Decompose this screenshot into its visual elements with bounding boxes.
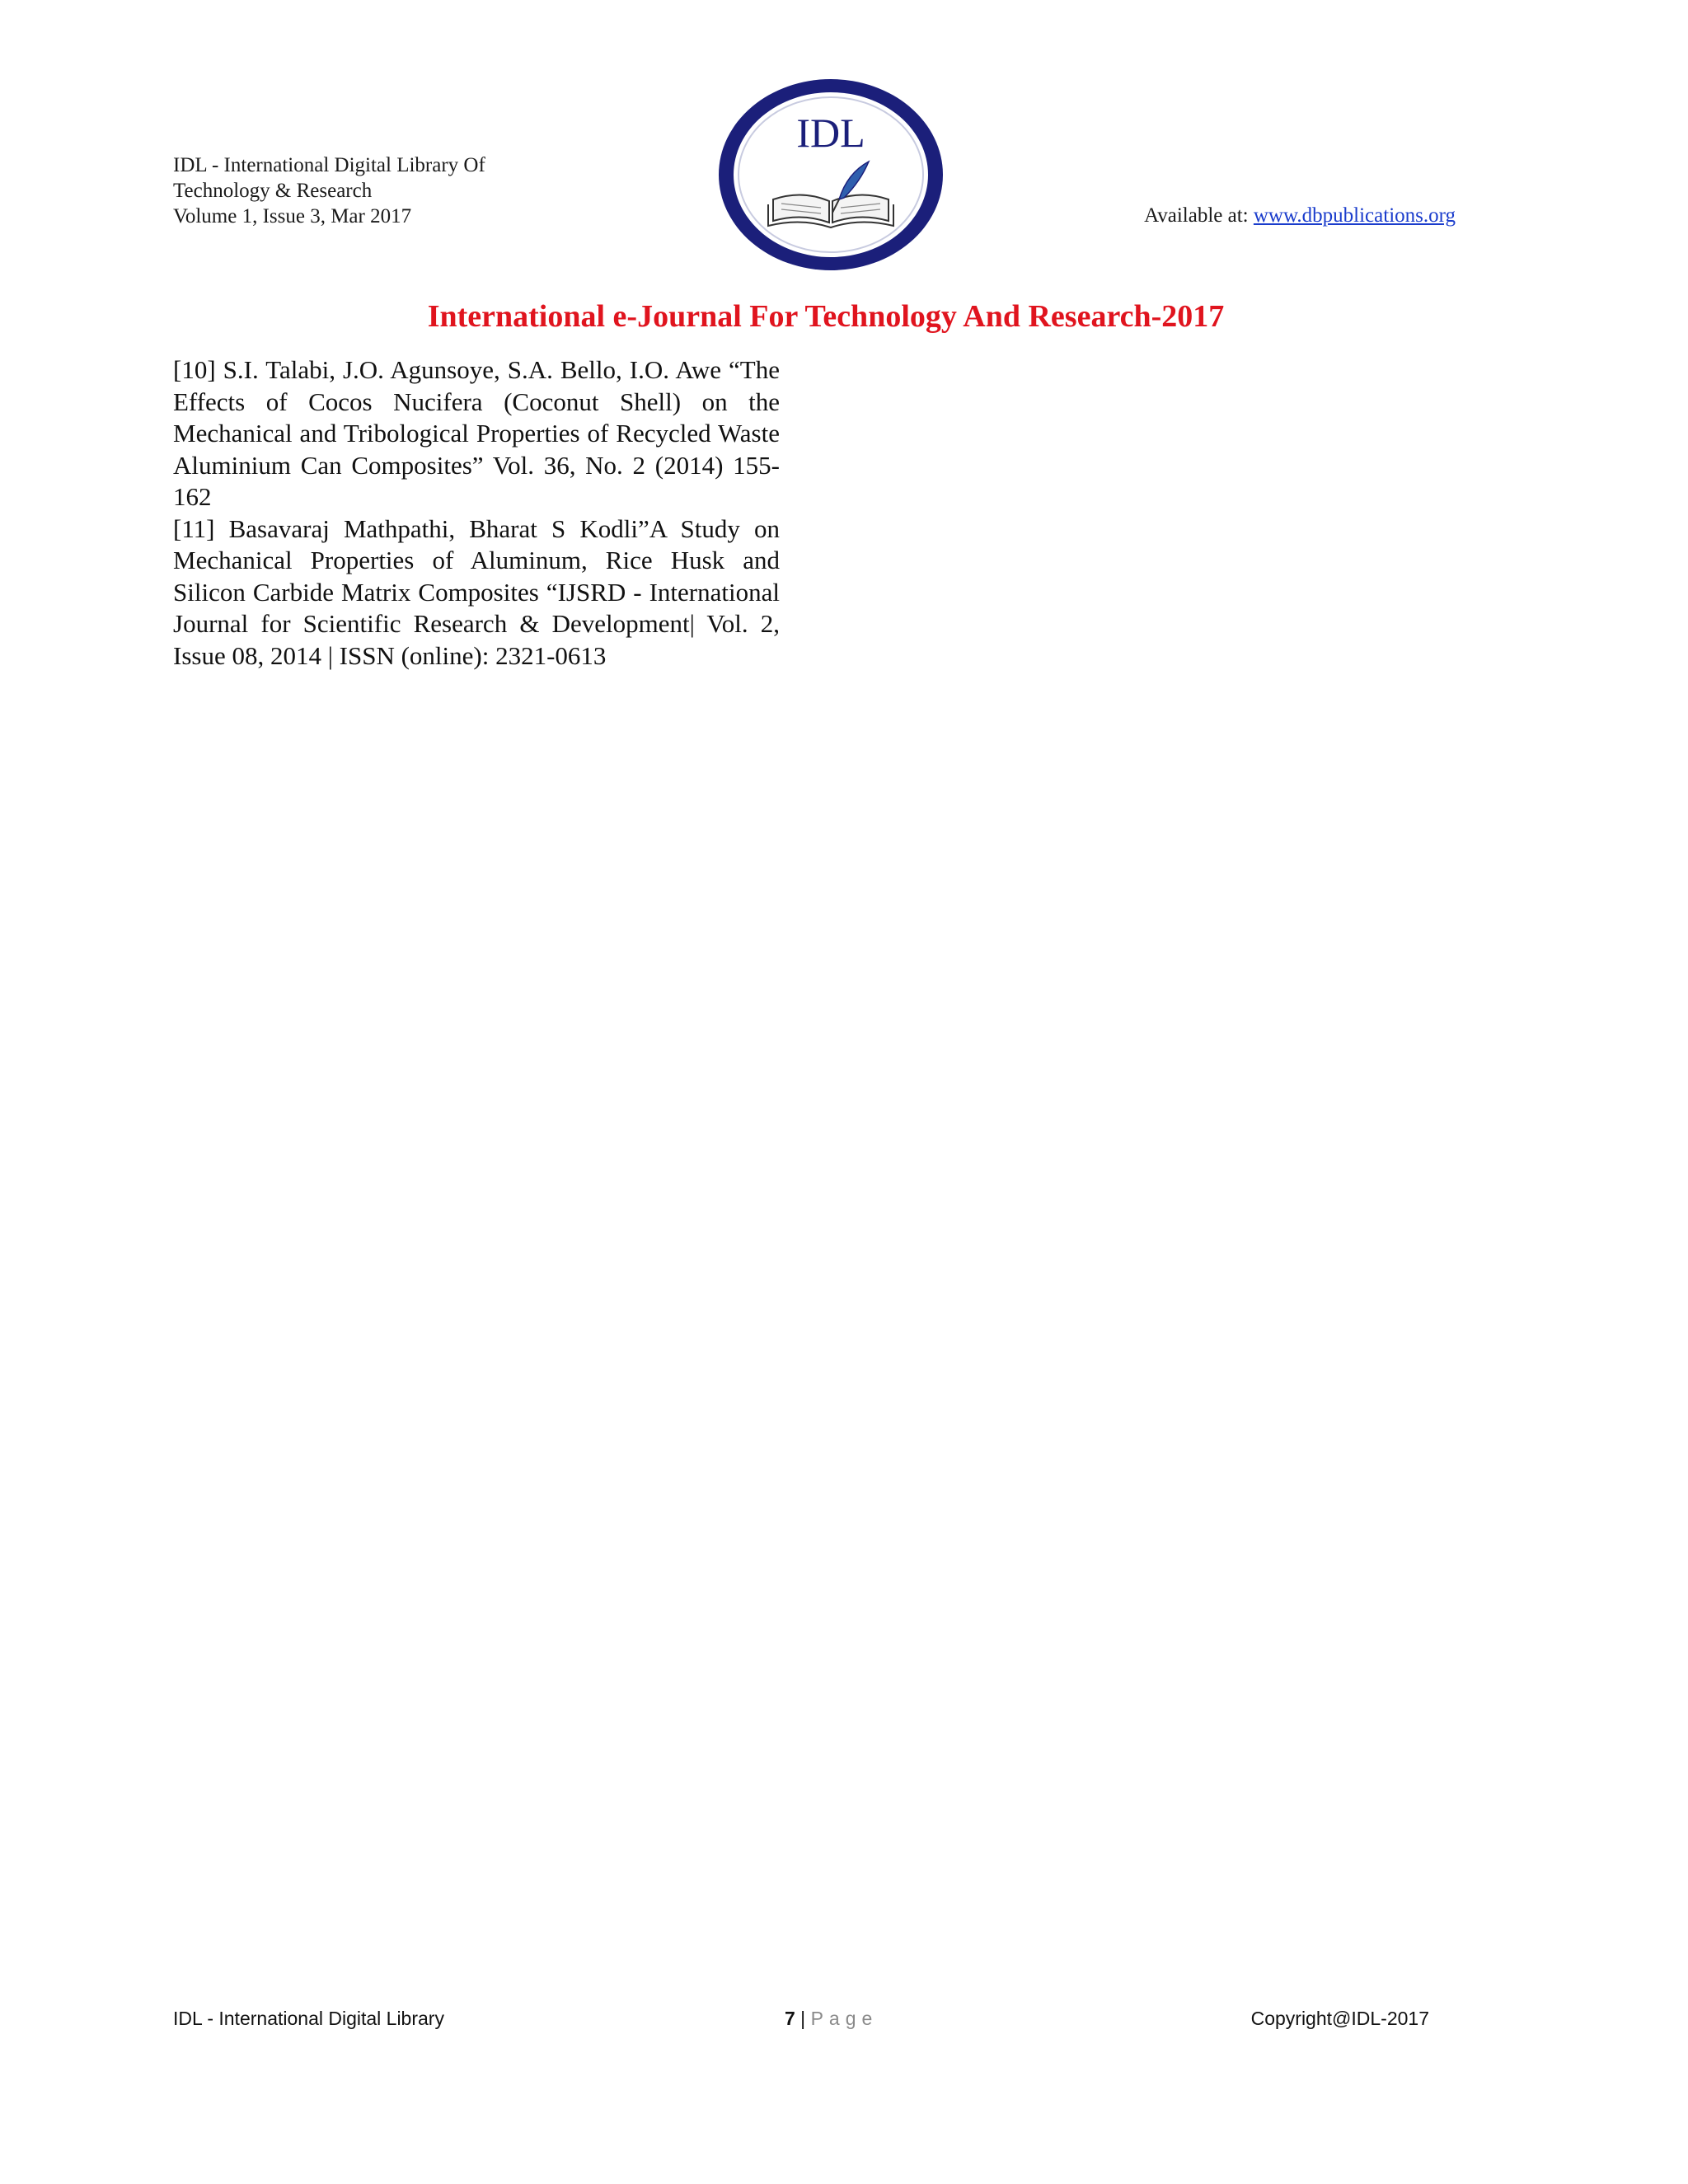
idl-logo [715, 76, 946, 274]
header-line-1: IDL - International Digital Library Of [173, 154, 485, 176]
header-availability [1144, 203, 1456, 228]
available-label: Available at: [1144, 204, 1254, 227]
page-word: Page [810, 2008, 879, 2029]
footer-copyright: Copyright@IDL-2017 [1250, 2008, 1429, 2029]
references-list [173, 354, 780, 672]
footer-page-indicator [785, 2008, 878, 2030]
reference-item: [11] Basavaraj Mathpathi, Bharat S Kodli”A Study on Mechanical Properties of Aluminum, Rice Husk and Silicon Carbide Matrix Composites “IJSRD - International Journal for Scientific Research & Development| Vol. 2, Issue 08, 2014 | ISSN (online): 2321-0613 [173, 513, 780, 670]
footer-library-name: IDL - International Digital Library [173, 2008, 444, 2029]
header-journal-info [173, 152, 485, 229]
page-number: 7 [785, 2008, 795, 2029]
header-line-3: Volume 1, Issue 3, Mar 2017 [173, 205, 412, 227]
reference-item: [10] S.I. Talabi, J.O. Agunsoye, S.A. Bello, I.O. Awe “The Effects of Cocos Nucifera (Coconut Shell) on the Mechanical and Tribological Properties of Recycled Waste Aluminium Can Composites” Vol. 36, No. 2 (2014) 155-162 [173, 355, 780, 511]
page-separator: | [795, 2008, 811, 2029]
header-line-2: Technology & Research [173, 180, 373, 202]
logo-text: IDL [796, 110, 865, 156]
publications-link[interactable]: www.dbpublications.org [1253, 204, 1456, 227]
journal-title: International e-Journal For Technology And Research-2017 [427, 299, 1225, 334]
